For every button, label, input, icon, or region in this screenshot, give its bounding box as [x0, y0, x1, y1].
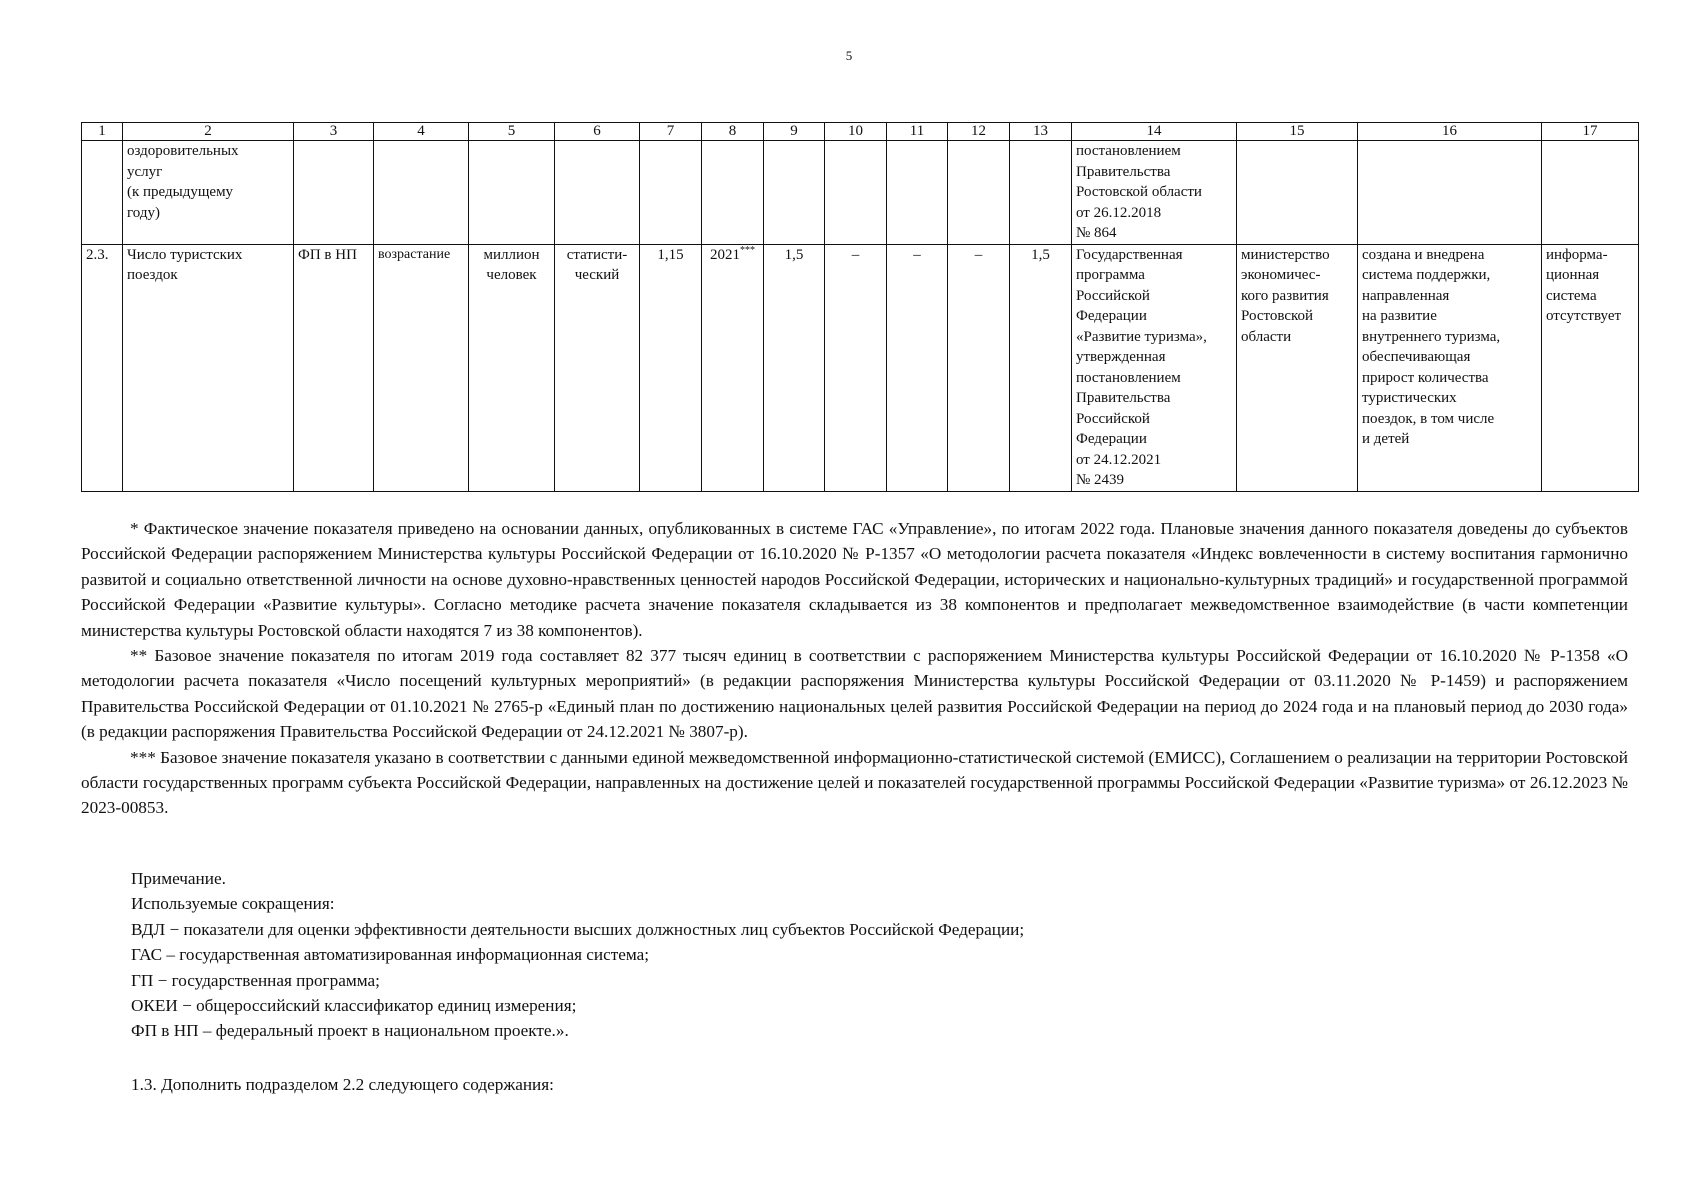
- col-header: 4: [374, 123, 469, 141]
- cell-empty: [1237, 141, 1358, 245]
- col-header: 7: [640, 123, 702, 141]
- cell-link-results: создана и внедрена система поддержки, направленная на развитие внутреннего туризма, обеспечивающая прирост количества туристических поездок, в том числе и детей: [1358, 244, 1542, 491]
- cell-empty: [469, 141, 555, 245]
- col-header: 12: [948, 123, 1010, 141]
- abbreviation-item: ГАС – государственная автоматизированная информационная система;: [131, 945, 650, 965]
- table-row: [82, 244, 1639, 491]
- cell-indicator-name: Число туристских поездок: [123, 244, 294, 491]
- cell-indicator-name: оздоровительных услуг (к предыдущему году): [123, 141, 294, 245]
- page-number: 5: [845, 48, 853, 63]
- cell-value-2027: –: [948, 244, 1010, 491]
- table-row: [82, 141, 1639, 245]
- cell-empty: [764, 141, 825, 245]
- col-header: 2: [123, 123, 294, 141]
- cell-value-2030: 1,5: [1010, 244, 1072, 491]
- cell-trend: возрастание: [374, 244, 469, 491]
- cell-value-2024: 1,5: [764, 244, 825, 491]
- col-header: 3: [294, 123, 374, 141]
- cell-empty: [374, 141, 469, 245]
- cell-unit: миллион человек: [469, 244, 555, 491]
- cell-empty: [887, 141, 948, 245]
- cell-level: ФП в НП: [294, 244, 374, 491]
- base-year-text: 2021: [710, 246, 740, 263]
- cell-empty: [948, 141, 1010, 245]
- footnote-2: ** Базовое значение показателя по итогам 2019 года составляет 82 377 тысяч единиц в соответствии с распоряжением Министерства культуры Российской Федерации от 16.10.2020 № Р-1358 «О методологии расчета показателя «Число посещений культурных мероприятий» (в редакции распоряжения Министерства культуры Российской Федерации от 03.11.2020 № Р-1459) и распоряжением Правительства Российской Федерации от 01.10.2021 № 2765-р «Единый план по достижению национальных целей развития Российской Федерации на период до 2024 года и на плановый период до 2030 года» (в редакции распоряжения Правительства Российской Федерации от 24.12.2021 № 3807-р).: [81, 646, 1628, 742]
- cell-empty: [825, 141, 887, 245]
- footnotes: [81, 516, 1628, 821]
- col-header: 17: [1542, 123, 1639, 141]
- cell-empty: [640, 141, 702, 245]
- note-title: Примечание.: [131, 869, 226, 888]
- col-header: 6: [555, 123, 640, 141]
- cell-value-2026: –: [887, 244, 948, 491]
- footnote-3: *** Базовое значение показателя указано в соответствии с данными единой межведомственной информационно-статистической системой (ЕМИСС), Соглашением о реализации на территории Ростовской области государственных программ субъекта Российской Федерации, направленных на достижение целей и показателей государственной программы Российской Федерации «Развитие туризма» от 26.12.2023 № 2023-00853.: [81, 747, 1628, 818]
- indicators-table: [81, 122, 1639, 492]
- cell-base-year: [702, 244, 764, 491]
- cell-value-2025: –: [825, 244, 887, 491]
- footnote-1: * Фактическое значение показателя приведено на основании данных, опубликованных в системе ГАС «Управление», по итогам 2022 года. Плановые значения данного показателя доведены до субъектов Российской Федерации распоряжением Министерства культуры Российской Федерации от 16.10.2020 № Р-1357 «О методологии расчета показателя «Индекс вовлеченности в систему воспитания гармонично развитой и социально ответственной личности на основе духовно-нравственных ценностей народов Российской Федерации, исторических и национально-культурных традиций» и государственной программой Российской Федерации «Развитие культуры». Согласно методике расчета значение показателя складывается из 38 компонентов и предполагает межведомственное взаимодействие (в части компетенции министерства культуры Ростовской области находятся 7 из 38 компонентов).: [81, 519, 1628, 640]
- col-header: 5: [469, 123, 555, 141]
- cell-empty: [555, 141, 640, 245]
- abbreviations-note: [131, 866, 1581, 1044]
- footnote-mark: ***: [740, 244, 755, 256]
- note-subtitle: Используемые сокращения:: [131, 894, 335, 914]
- cell-base-value: 1,15: [640, 244, 702, 491]
- col-header: 8: [702, 123, 764, 141]
- abbreviation-item: ВДЛ − показатели для оценки эффективности деятельности высших должностных лиц субъектов Российской Федерации;: [131, 919, 1025, 939]
- col-header: 11: [887, 123, 948, 141]
- cell-document: Государственная программа Российской Федерации «Развитие туризма», утвержденная постановлением Правительства Российской Федерации от 24.12.2021 № 2439: [1072, 244, 1237, 491]
- col-header: 1: [82, 123, 123, 141]
- cell-empty: [1542, 141, 1639, 245]
- col-header: 16: [1358, 123, 1542, 141]
- abbreviation-item: ГП − государственная программа;: [131, 970, 380, 990]
- col-header: 10: [825, 123, 887, 141]
- col-header: 15: [1237, 123, 1358, 141]
- col-header: 14: [1072, 123, 1237, 141]
- cell-empty: [1358, 141, 1542, 245]
- cell-info-system: информа- ционная система отсутствует: [1542, 244, 1639, 491]
- cell-empty: [1010, 141, 1072, 245]
- amendment-paragraph: 1.3. Дополнить подразделом 2.2 следующего содержания:: [131, 1075, 554, 1094]
- cell-number: 2.3.: [82, 244, 123, 491]
- col-header: 13: [1010, 123, 1072, 141]
- col-header: 9: [764, 123, 825, 141]
- cell-empty: [702, 141, 764, 245]
- cell-number: [82, 141, 123, 245]
- cell-document: постановлением Правительства Ростовской области от 26.12.2018 № 864: [1072, 141, 1237, 245]
- cell-responsible: министерство экономичес- кого развития Ростовской области: [1237, 244, 1358, 491]
- table-header-row: [82, 123, 1639, 141]
- cell-empty: [294, 141, 374, 245]
- cell-indicator-type: статисти- ческий: [555, 244, 640, 491]
- abbreviation-item: ОКЕИ − общероссийский классификатор единиц измерения;: [131, 996, 577, 1016]
- abbreviation-item: ФП в НП – федеральный проект в национальном проекте.».: [131, 1021, 569, 1041]
